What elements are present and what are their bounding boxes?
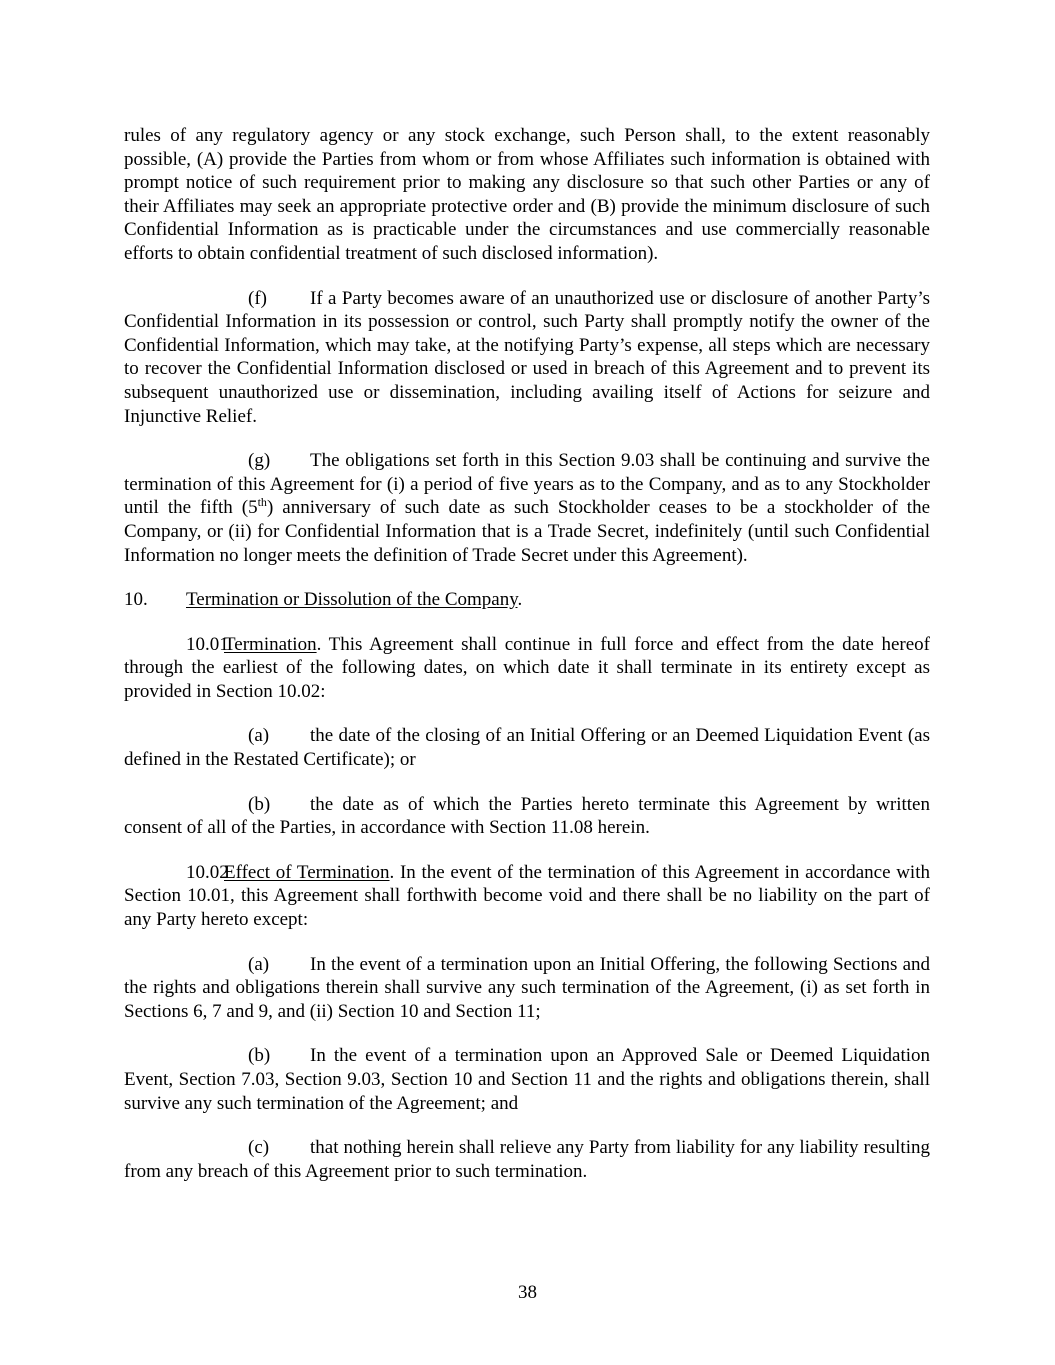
clause-g-text-before: The obligations set forth in this Section 9.03 shall be continuing and survive the termination of this Agreement for (i) a period of five years as to the Company, and as to any Stockholder until the fifth (5 [124, 450, 930, 519]
item-text: In the event of a termination upon an Initial Offering, the following Sections and the rights and obligations therein shall survive any such termination of the Agreement, (i) as set forth in Sections 6, 7 and 9, and (ii) Section 10 and Section 11; [124, 953, 930, 1022]
section-10-title: Termination or Dissolution of the Company [186, 589, 518, 611]
document-page [124, 124, 930, 1183]
section-10-01-number: 10.01 [186, 633, 229, 655]
item-label: (b) [248, 793, 271, 815]
section-10-01 [124, 633, 930, 704]
clause-g-text-after: ) anniversary of such date as such Stockholder ceases to be a stockholder of the Company, or (ii) for Confidential Information that is a Trade Secret, indefinitely (until such Confidential Information no longer meets the definition of Trade Secret under this Agreement). [124, 497, 930, 566]
item-label: (b) [248, 1045, 271, 1067]
section-10-01-title: Termination [224, 633, 317, 655]
section-10-suffix: . [517, 589, 523, 611]
section-10-02-item-c [124, 1136, 930, 1183]
item-label: (a) [248, 725, 270, 747]
section-10-01-item-a [124, 724, 930, 771]
item-text: In the event of a termination upon an Approved Sale or Deemed Liquidation Event, Section 7.03, Section 9.03, Section 10 and Section 11 and the rights and obligations therein, shall survive any such termination of the Agreement; and [124, 1045, 930, 1114]
item-label: (c) [248, 1137, 270, 1159]
clause-f-label: (f) [248, 287, 267, 309]
section-10-02-item-a [124, 953, 930, 1024]
item-text: the date as of which the Parties hereto terminate this Agreement by written consent of all of the Parties, in accordance with Section 11.08 herein. [124, 793, 930, 839]
section-10-02-text: . In the event of the termination of this Agreement in accordance with Section 10.01, this Agreement shall forthwith become void and there shall be no liability on the part of any Party hereto except: [124, 861, 930, 931]
clause-f [124, 287, 930, 429]
section-10-02-number: 10.02 [186, 861, 229, 883]
page-number: 38 [518, 1282, 537, 1303]
clause-f-text: If a Party becomes aware of an unauthorized use or disclosure of another Party’s Confidential Information in its possession or control, such Party shall promptly notify the owner of the Confidential Information, which may take, at the notifying Party’s expense, all steps which are necessary to recover the Confidential Information disclosed or used in breach of this Agreement and to prevent its subsequent unauthorized use or dissemination, including availing itself of Actions for seizure and Injunctive Relief. [124, 287, 930, 427]
item-text: that nothing herein shall relieve any Party from liability for any liability resulting from any breach of this Agreement prior to such termination. [124, 1137, 930, 1182]
clause-g [124, 449, 930, 567]
section-10-heading [124, 588, 930, 612]
item-text: the date of the closing of an Initial Offering or an Deemed Liquidation Event (as defined in the Restated Certificate); or [124, 725, 930, 771]
clause-g-superscript: th [257, 495, 267, 510]
continuation-paragraph: rules of any regulatory agency or any stock exchange, such Person shall, to the extent reasonably possible, (A) provide the Parties from whom or from whose Affiliates such information is obtained with prompt notice of such requirement prior to making any disclosure so that such other Parties or any of their Affiliates may seek an appropriate protective order and (B) provide the minimum disclosure of such Confidential Information as is practicable under the circumstances and use commercially reasonable efforts to obtain confidential treatment of such disclosed information). [124, 125, 930, 264]
item-label: (a) [248, 953, 270, 975]
clause-g-label: (g) [248, 450, 271, 472]
section-10-01-text: . This Agreement shall continue in full force and effect from the date hereof through the earliest of the following dates, on which date it shall terminate in its entirety except as provided in Section 10.02: [124, 633, 930, 702]
section-10-number: 10. [124, 589, 148, 611]
section-10-01-item-b [124, 793, 930, 840]
section-10-02-title: Effect of Termination [224, 861, 390, 883]
section-10-02 [124, 861, 930, 932]
section-10-02-item-b [124, 1044, 930, 1115]
